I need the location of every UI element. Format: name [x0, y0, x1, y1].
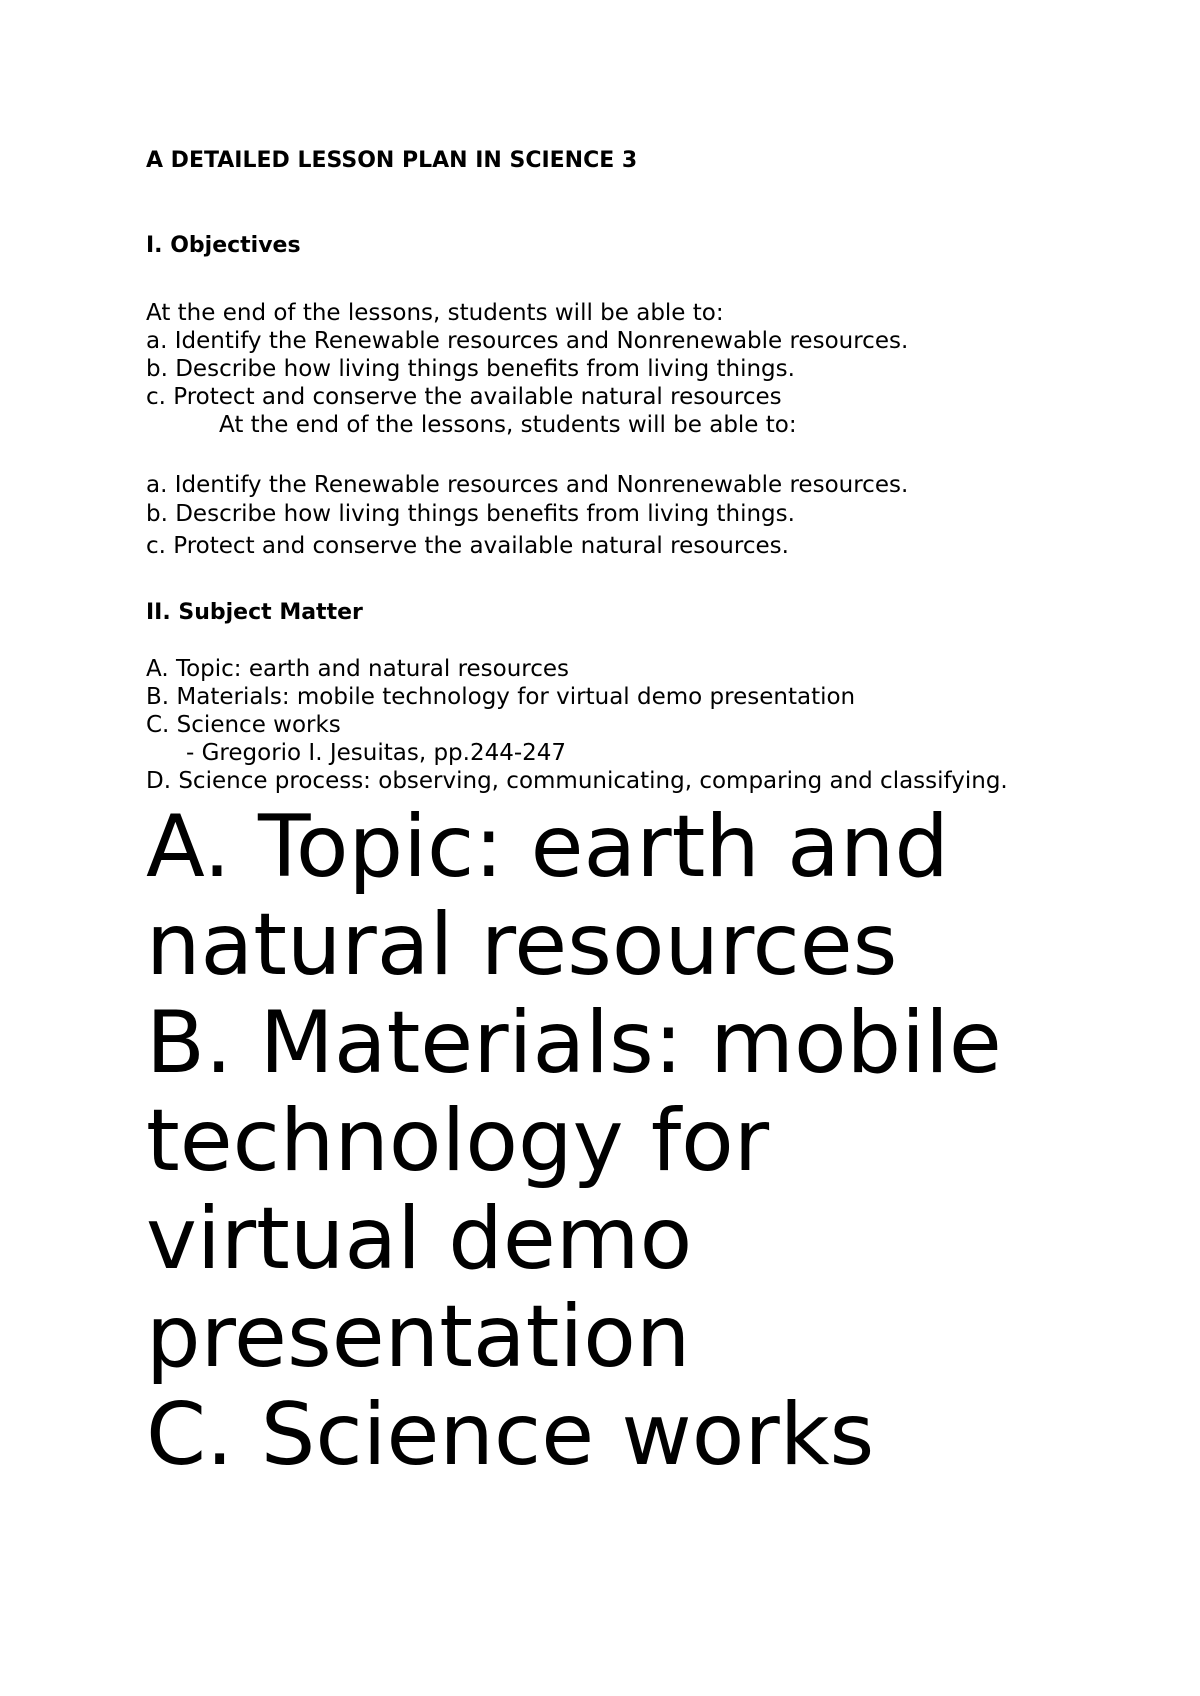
- large-subject-matter-text: [146, 798, 1106, 1484]
- large-text-line: B. Materials: mobile: [146, 993, 1002, 1093]
- large-text-line: A. Topic: earth and: [146, 797, 949, 897]
- document-title: A DETAILED LESSON PLAN IN SCIENCE 3: [146, 148, 638, 173]
- large-text-line: natural resources: [146, 895, 898, 995]
- large-text-line: virtual demo: [146, 1189, 693, 1289]
- objective-item: a. Identify the Renewable resources and Nonrenewable resources.: [146, 472, 909, 498]
- objective-item: c. Protect and conserve the available natural resources: [146, 384, 782, 410]
- objectives-heading: I. Objectives: [146, 233, 301, 258]
- subject-matter-reference: - Gregorio I. Jesuitas, pp.244-247: [186, 740, 567, 766]
- large-text-line: presentation: [146, 1287, 691, 1387]
- subject-matter-heading: II. Subject Matter: [146, 600, 363, 625]
- large-text-line: technology for: [146, 1091, 770, 1191]
- subject-matter-item: B. Materials: mobile technology for virtual demo presentation: [146, 684, 856, 710]
- objectives-intro-repeat: At the end of the lessons, students will be able to:: [219, 412, 797, 438]
- objectives-intro: At the end of the lessons, students will be able to:: [146, 300, 724, 326]
- objective-item: c. Protect and conserve the available natural resources.: [146, 533, 789, 559]
- objective-item: b. Describe how living things benefits from living things.: [146, 356, 795, 382]
- objective-item: a. Identify the Renewable resources and Nonrenewable resources.: [146, 328, 909, 354]
- large-text-line: C. Science works: [146, 1385, 875, 1485]
- objective-item: b. Describe how living things benefits from living things.: [146, 501, 795, 527]
- subject-matter-item: A. Topic: earth and natural resources: [146, 656, 570, 682]
- subject-matter-item: C. Science works: [146, 712, 341, 738]
- subject-matter-item: D. Science process: observing, communicating, comparing and classifying.: [146, 768, 1008, 794]
